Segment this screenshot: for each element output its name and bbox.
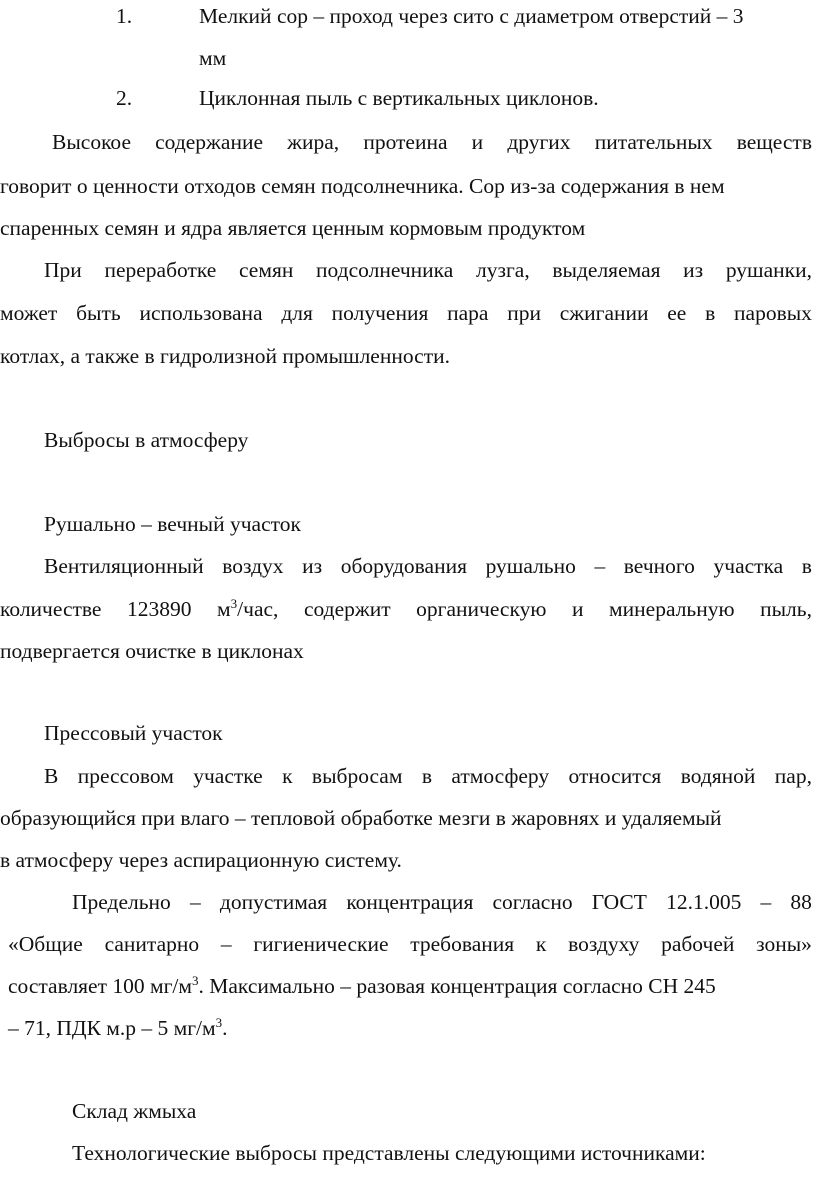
word: – [760,890,772,914]
paragraph-text: в атмосферу через аспирационную систему. [0,848,402,872]
word: использована [139,301,263,325]
word: пыль, [760,597,812,621]
paragraph-4-line-1 [44,762,812,790]
unit-base: м [217,597,231,621]
word: Предельно [72,890,171,914]
word: сжигании [559,301,649,325]
heading-press [44,719,223,747]
word: других [507,130,571,154]
word: Высокое [52,130,131,154]
word: протеина [363,130,448,154]
word: воздух [222,554,284,578]
unit-cubic-meter-per-hour [217,595,278,623]
heading-text: Прессовый участок [44,721,223,745]
paragraph-4-line-3 [0,846,402,874]
word: из [683,258,704,282]
word: участке [193,764,263,788]
word: прессовом [77,764,174,788]
paragraph-text: спаренных семян и ядра является ценным кормовым продуктом [0,216,586,240]
paragraph-text: подвергается очистке в циклонах [0,639,304,663]
paragraph-text: составляет 100 мг/м [8,974,192,998]
paragraph-text: образующийся при влаго – тепловой обработке мезги в жаровнях и удаляемый [0,806,722,830]
word: – [594,554,606,578]
word: количестве [0,597,102,621]
paragraph-text: котлах, а также в гидролизной промышленности. [0,344,450,368]
word: пара [447,301,489,325]
word: к [282,764,293,788]
word: допустимая [219,890,328,914]
word: подсолнечника [316,258,454,282]
paragraph-5-line-2 [8,930,812,958]
word: жира, [287,130,340,154]
list-number-2: 2. [116,86,133,110]
paragraph-text: . Максимально – разовая концентрация согласно СН 245 [198,974,716,998]
paragraph-2-line-3 [0,342,450,370]
word: рушанки, [725,258,812,282]
list-text-1-line-1: Мелкий сор – проход через сито с диаметром отверстий – 3 [199,4,744,28]
heading-text: Склад жмыха [72,1099,197,1123]
word: ГОСТ [591,890,647,914]
word: рушально [485,554,576,578]
word: пар, [774,764,812,788]
word: выбросам [311,764,403,788]
word: минеральную [609,597,735,621]
list-item-1-cont [199,44,226,72]
word: В [44,764,59,788]
word: участка [713,554,784,578]
word: оборудования [340,554,467,578]
paragraph-text: – 71, ПДК м.р – 5 мг/м [8,1016,216,1040]
unit-superscript: 3 [230,596,238,611]
word: ее [667,301,687,325]
list-number-1: 1. [116,4,133,28]
word: питательных [594,130,713,154]
word: содержит [303,597,391,621]
word: содержание [155,130,263,154]
word: переработке [104,258,217,282]
paragraph-1-line-3 [0,214,585,242]
word: из [302,554,323,578]
word: согласно [492,890,573,914]
word: «Общие [8,932,83,956]
paragraph-5-line-3 [8,972,716,1000]
paragraph-5-line-1 [72,888,812,916]
paragraph-6-line-1 [72,1139,706,1167]
word: концентрация [346,890,474,914]
word: и [571,597,584,621]
unit-superscript: 3 [215,1015,223,1030]
list-text-2: Циклонная пыль с вертикальных циклонов. [199,86,599,110]
word: может [0,301,58,325]
paragraph-text: . [222,1016,228,1040]
paragraph-2-line-1 [44,256,812,284]
word: – [189,890,201,914]
word: в [705,301,716,325]
word: воздуху [568,932,640,956]
paragraph-3-line-1 [44,552,812,580]
unit-superscript: 3 [192,973,199,988]
word: санитарно [104,932,200,956]
word: При [44,258,82,282]
word: в [801,554,812,578]
word: требования [410,932,515,956]
word: 12.1.005 [666,890,742,914]
word: атмосферу [451,764,550,788]
word: 123890 [127,597,192,621]
paragraph-4-line-2 [0,804,722,832]
paragraph-3-line-3 [0,637,304,665]
paragraph-2-line-2 [0,299,812,327]
word: в [421,764,432,788]
paragraph-5-line-4 [8,1014,228,1042]
word: относится [568,764,662,788]
word: органическую [416,597,547,621]
heading-cake-warehouse [72,1097,196,1125]
word: гигиенические [253,932,389,956]
word: водяной [680,764,756,788]
word: веществ [736,130,812,154]
word: паровых [734,301,812,325]
word: быть [76,301,121,325]
paragraph-3-line-2 [0,595,812,623]
word: рабочей [661,932,735,956]
word: и [471,130,484,154]
word: Вентиляционный [44,554,204,578]
heading-text: Выбросы в атмосферу [44,428,249,452]
paragraph-text: говорит о ценности отходов семян подсолнечника. Сор из-за содержания в нем [0,174,725,198]
paragraph-text: Технологические выбросы представлены следующими источниками: [72,1141,706,1165]
word: к [535,932,547,956]
word: лузга, [476,258,530,282]
word: – [220,932,232,956]
word: семян [239,258,294,282]
word: выделяемая [552,258,661,282]
list-text-1-line-2: мм [199,46,227,70]
paragraph-1-line-2 [0,172,725,200]
word: вечного [623,554,695,578]
word: 88 [790,890,812,914]
word: для [281,301,313,325]
word: получения [331,301,429,325]
heading-emissions [44,426,248,454]
unit-suffix: /час, [237,597,279,621]
word: зоны» [756,932,812,956]
heading-hulling [44,510,301,538]
heading-text: Рушально – вечный участок [44,512,301,536]
paragraph-1-line-1 [52,128,812,156]
word: при [507,301,541,325]
